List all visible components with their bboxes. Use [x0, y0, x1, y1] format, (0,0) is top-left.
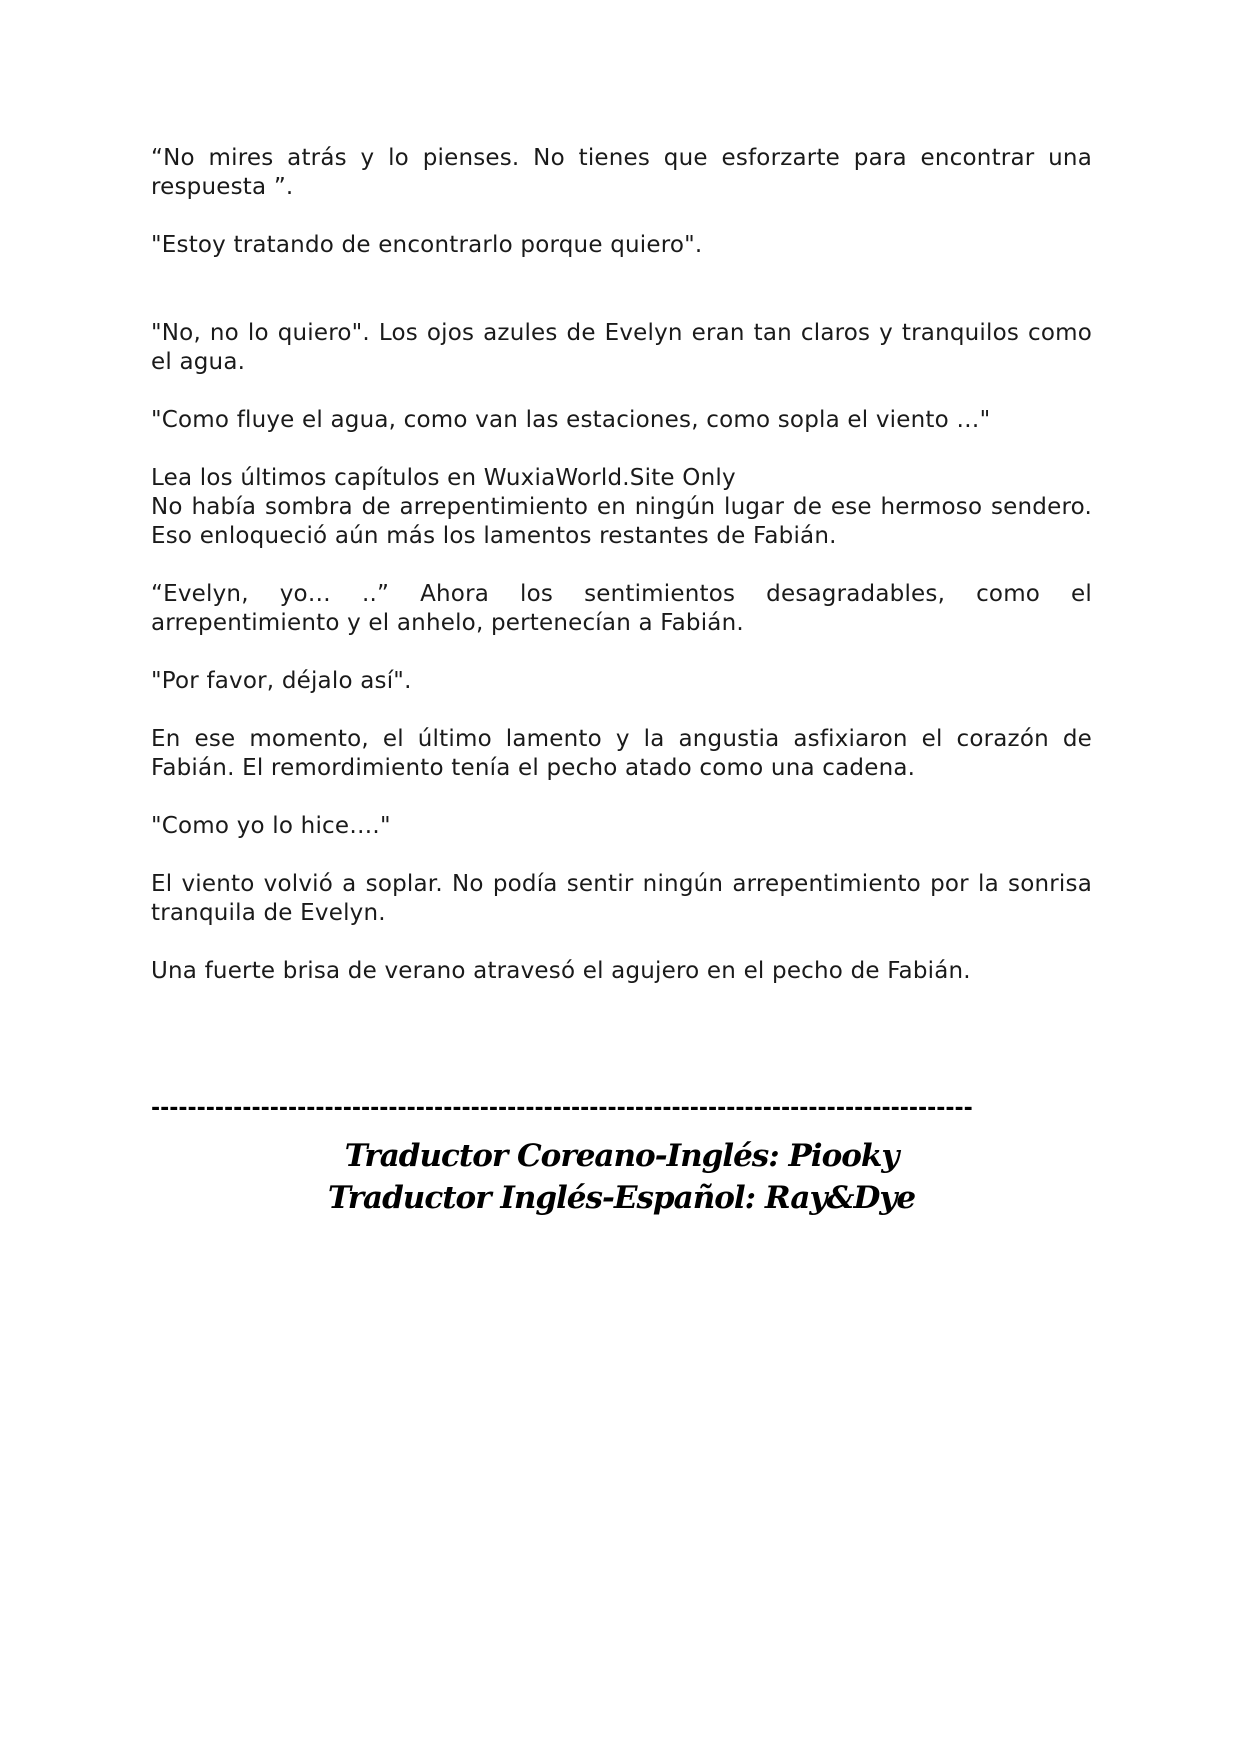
paragraph: "Como yo lo hice…."	[151, 813, 391, 839]
paragraph: "Por favor, déjalo así".	[151, 668, 412, 694]
paragraph: Una fuerte brisa de verano atravesó el agujero en el pecho de Fabián.	[151, 958, 971, 984]
paragraph: "Como fluye el agua, como van las estaciones, como sopla el viento …"	[151, 407, 991, 433]
paragraph: En ese momento, el último lamento y la angustia asfixiaron el corazón de Fabián. El remordimiento tenía el pecho atado como una cadena.	[151, 726, 1092, 781]
paragraph: "No, no lo quiero". Los ojos azules de Evelyn eran tan claros y tranquilos como el agua.	[151, 320, 1092, 375]
chapter-body	[151, 144, 1092, 986]
translator-credits	[151, 1135, 1092, 1219]
section-divider: ------------------------------------------------------------------------------------------	[151, 1100, 973, 1118]
paragraph: “Evelyn, yo… ..” Ahora los sentimientos desagradables, como el arrepentimiento y el anhelo, pertenecían a Fabián.	[151, 581, 1092, 636]
paragraph: El viento volvió a soplar. No podía sentir ningún arrepentimiento por la sonrisa tranquila de Evelyn.	[151, 871, 1092, 926]
watermark-line: Lea los últimos capítulos en WuxiaWorld.Site Only	[151, 465, 736, 491]
paragraph: “No mires atrás y lo pienses. No tienes que esforzarte para encontrar una respuesta ”.	[151, 145, 1092, 200]
paragraph: No había sombra de arrepentimiento en ningún lugar de ese hermoso sendero. Eso enloqueció aún más los lamentos restantes de Fabián.	[151, 494, 1092, 549]
paragraph: "Estoy tratando de encontrarlo porque quiero".	[151, 232, 703, 258]
credit-korean-english: Traductor Coreano-Inglés: Piooky	[344, 1138, 899, 1174]
credit-english-spanish: Traductor Inglés-Español: Ray&Dye	[327, 1180, 916, 1216]
